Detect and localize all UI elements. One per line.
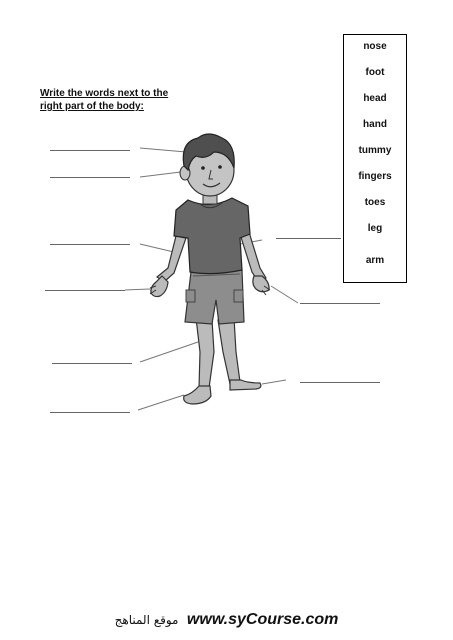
word-bank-item: hand (363, 119, 387, 130)
word-bank-item: foot (365, 67, 385, 78)
instruction-line-1: Write the words next to the (40, 88, 169, 99)
word-bank-item: leg (367, 223, 383, 234)
word-bank-item: fingers (358, 171, 392, 182)
word-bank-item: arm (365, 255, 385, 266)
instruction-line-2: right part of the body: (40, 101, 144, 112)
word-bank-item: tummy (358, 145, 392, 156)
word-bank-item: head (363, 93, 387, 104)
footer-arabic-text: موقع المناهج (114, 613, 179, 627)
footer-url[interactable]: www.syCourse.com (186, 611, 339, 628)
word-bank-item: toes (364, 197, 386, 208)
footer-watermark (0, 611, 453, 629)
word-bank-item: nose (363, 41, 387, 52)
